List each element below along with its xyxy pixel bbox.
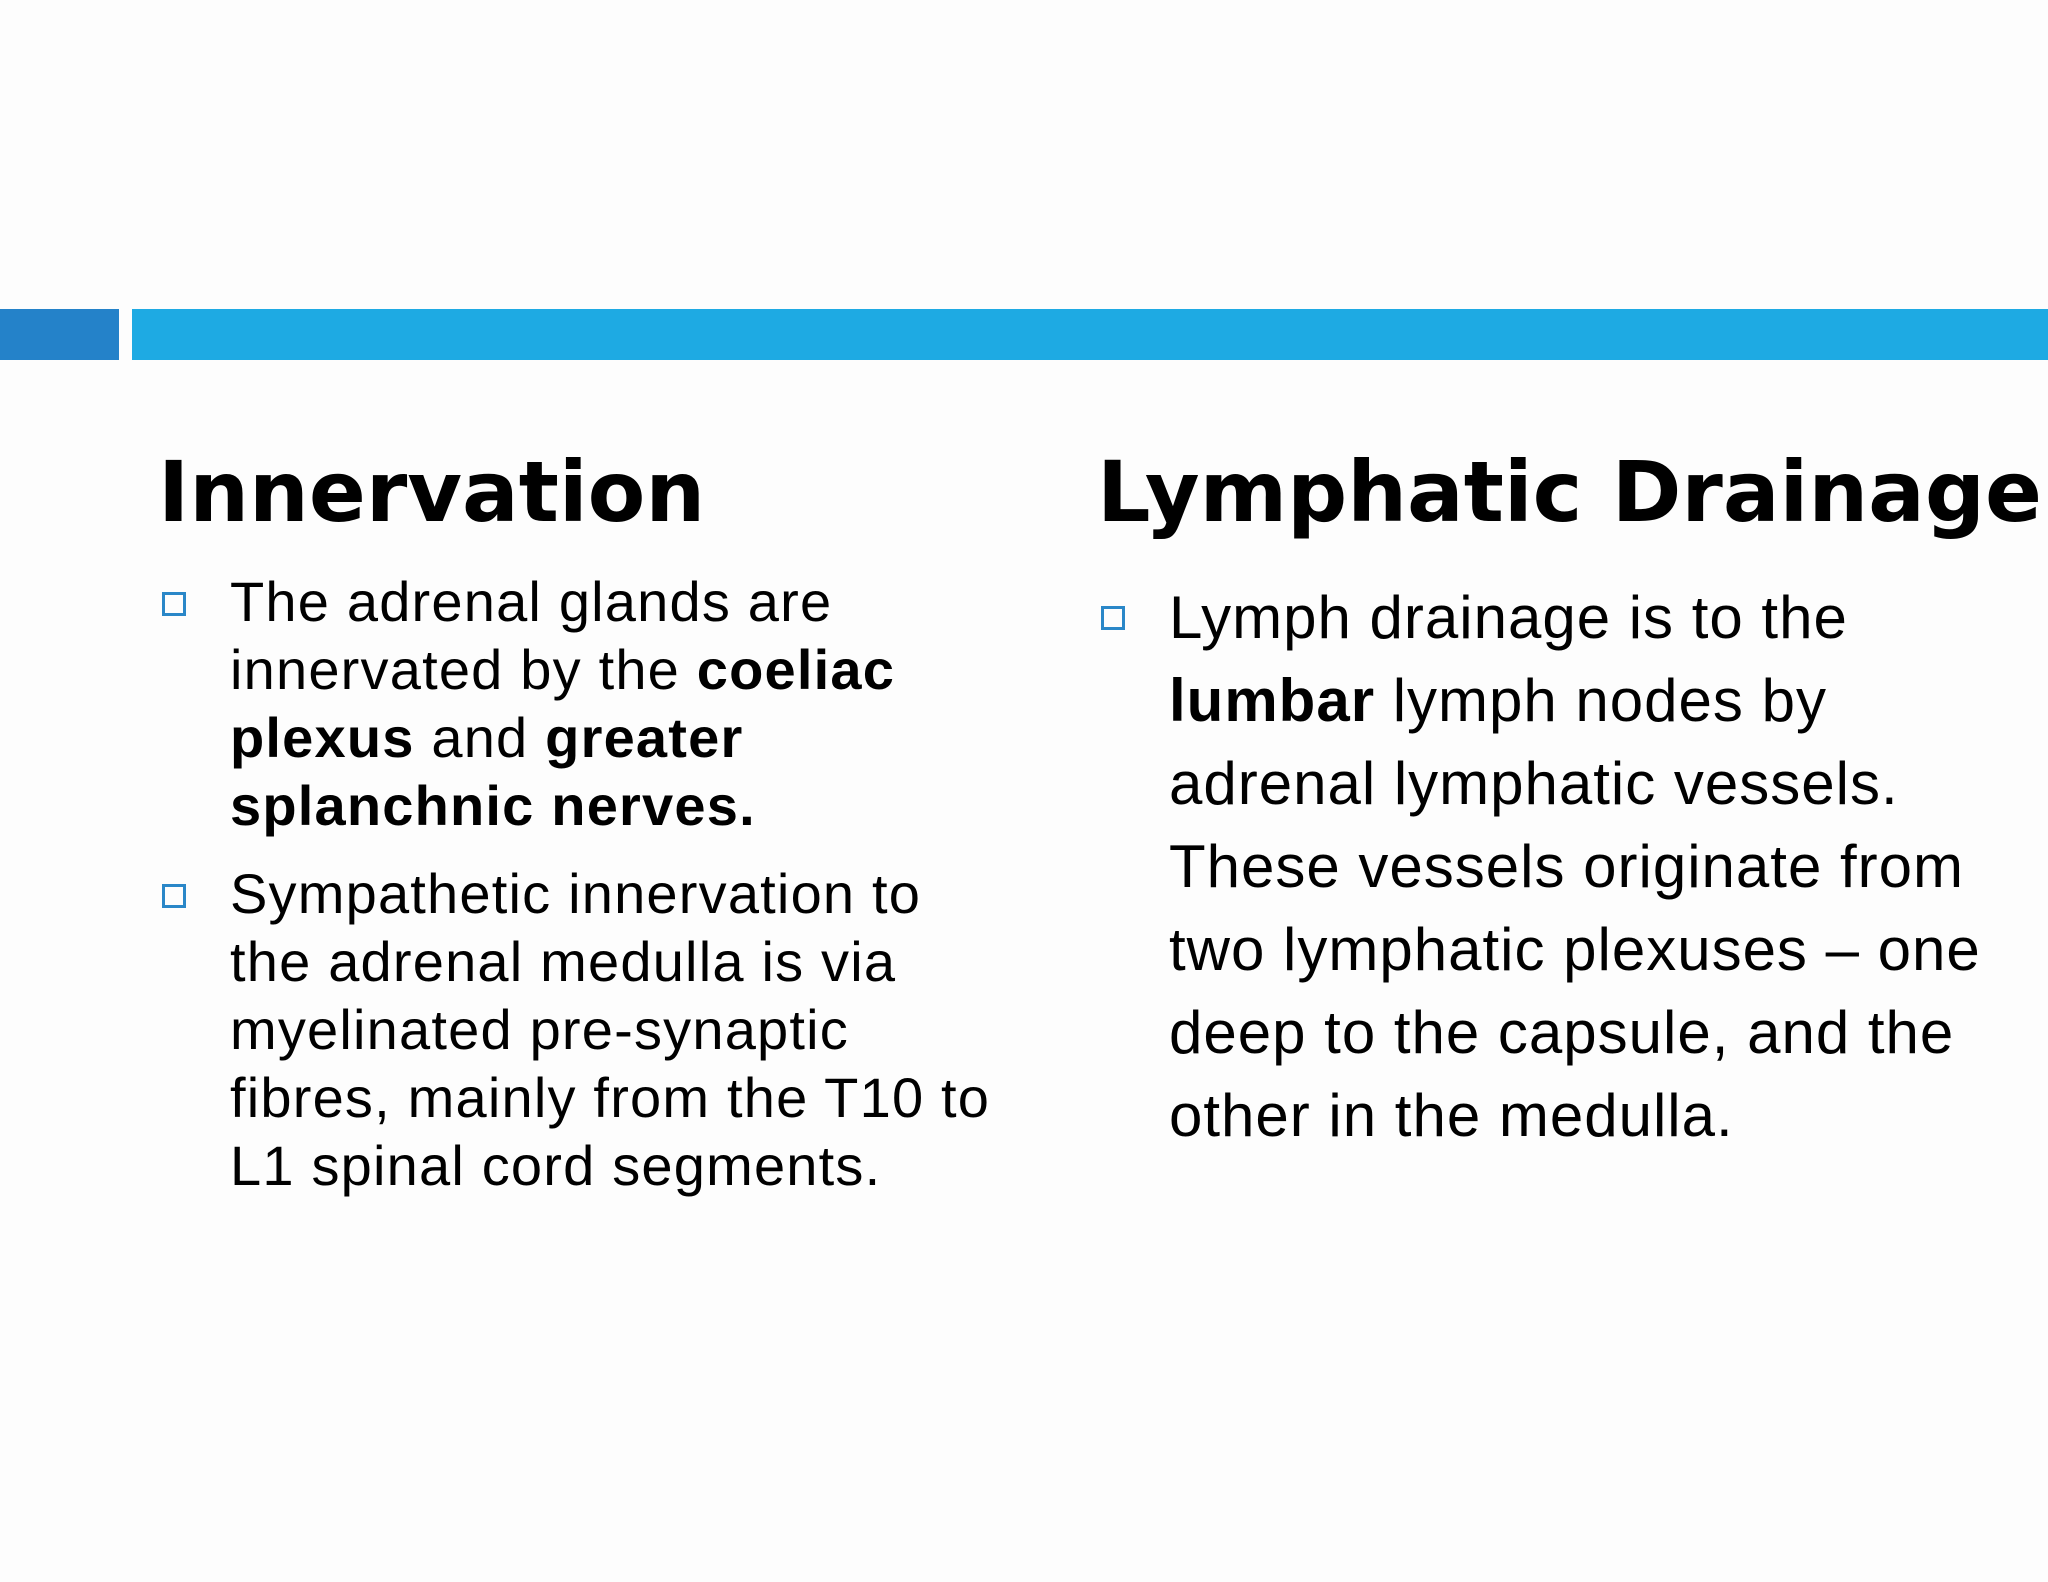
- lymphatic-bullet-list: [1097, 576, 1997, 1157]
- bullet-text: [1169, 584, 1981, 1149]
- text-segment: .: [739, 774, 756, 837]
- text-segment: The adrenal glands are innervated by the: [230, 570, 833, 701]
- bullet-text: [230, 570, 895, 837]
- text-segment: Sympathetic innervation to the adrenal medulla is via myelinated pre-synaptic fibres, mainly from the T10 to L1 spinal cord segments.: [230, 862, 991, 1197]
- innervation-bullet-list: [158, 568, 1018, 1200]
- title-bar-accent: [0, 309, 119, 360]
- bullet-item: [158, 860, 1018, 1200]
- bold-term: greater splanchnic nerves: [230, 706, 744, 837]
- bullet-item: [158, 568, 1018, 840]
- text-segment: lymph nodes by adrenal lymphatic vessels. These vessels originate from two lymphatic plexuses – one deep to the capsule, and the other in the medulla.: [1169, 667, 1981, 1149]
- title-bar: [132, 309, 2048, 360]
- text-segment: Lymph drainage is to the: [1169, 584, 1848, 651]
- square-bullet-icon: [1101, 606, 1125, 630]
- bullet-item: [1097, 576, 1997, 1157]
- innervation-heading: Innervation: [158, 443, 706, 541]
- innervation-column: [158, 442, 1018, 1220]
- bold-term: lumbar: [1169, 667, 1376, 734]
- square-bullet-icon: [162, 884, 186, 908]
- bold-term: coeliac plexus: [230, 638, 896, 769]
- lymphatic-drainage-column: [1097, 442, 2042, 1157]
- lymphatic-drainage-heading: Lymphatic Drainage: [1097, 443, 2042, 541]
- text-segment: and: [414, 706, 546, 769]
- bullet-text: [230, 862, 990, 1197]
- square-bullet-icon: [162, 592, 186, 616]
